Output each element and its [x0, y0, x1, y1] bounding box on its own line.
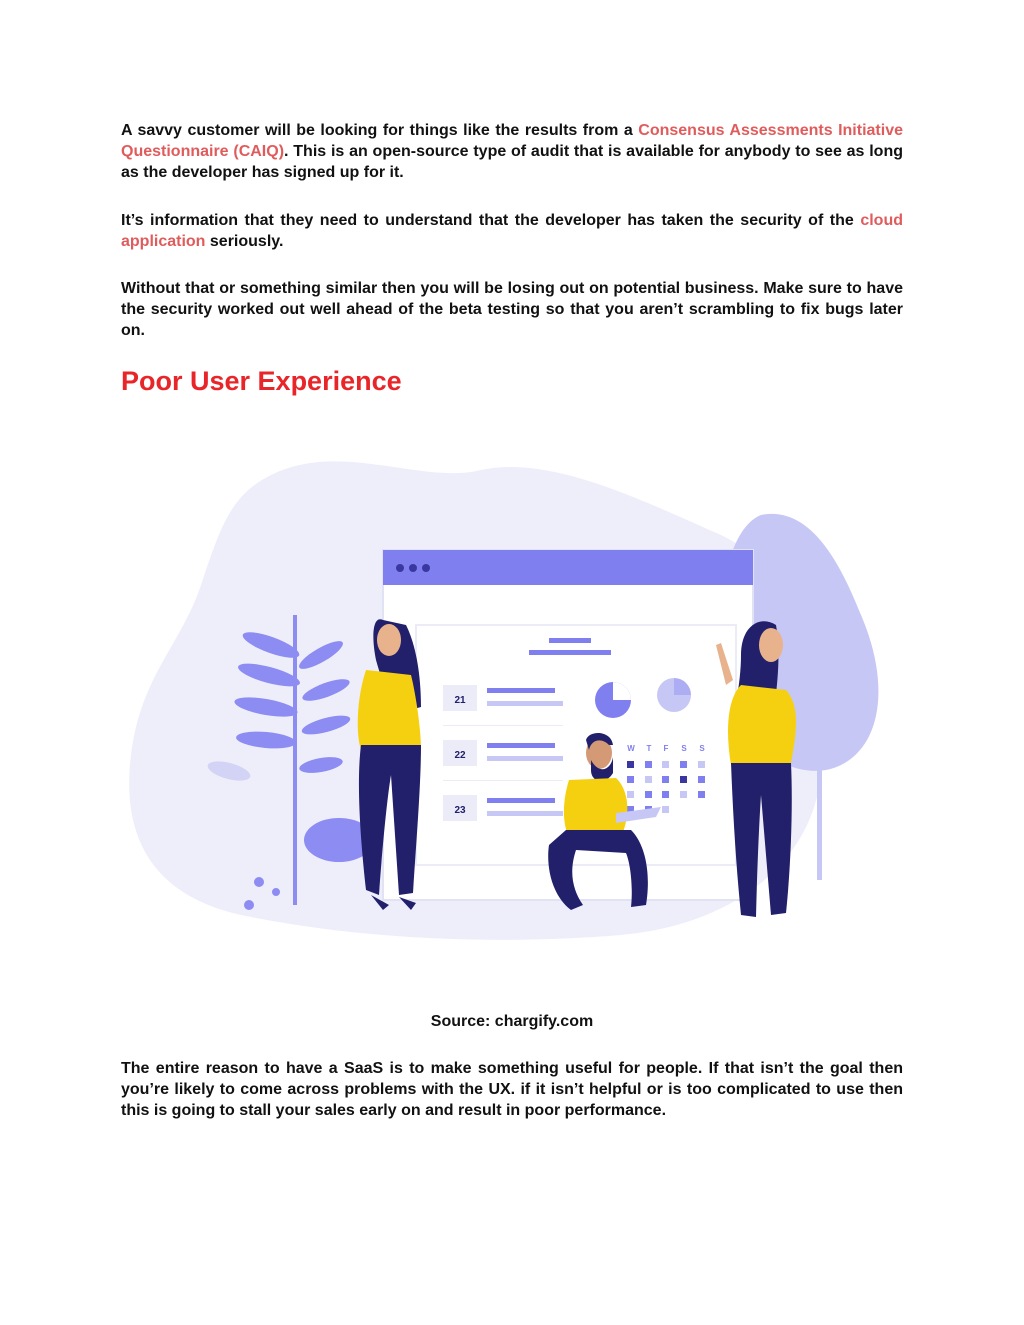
weekday-w: W — [627, 744, 635, 753]
cloud-application-link[interactable]: cloud application — [121, 212, 903, 250]
section-heading: Poor User Experience — [121, 366, 402, 396]
window-dot-2 — [409, 564, 417, 572]
ux-illustration — [121, 445, 906, 945]
paragraph-security-post: seriously. — [205, 233, 284, 250]
date-22-label: 22 — [454, 750, 466, 761]
weekday-f: F — [663, 744, 669, 753]
window-dot-3 — [422, 564, 430, 572]
weekday-t: T — [646, 744, 652, 753]
paragraph-caiq-post: . This is an open-source type of audit that is available for anybody to see as long as the developer has signed up for it. — [121, 143, 903, 181]
paragraph-saas: The entire reason to have a SaaS is to make something useful for people. If that isn’t the goal then you’re likely to come across problems with the UX. if it isn’t helpful or is too complicated to use then this is going to stall your sales early on and result in poor performance. — [121, 1060, 903, 1119]
paragraph-caiq-pre: A savvy customer will be looking for things like the results from a — [121, 122, 639, 139]
caiq-link[interactable]: Consensus Assessments Initiative Questionnaire (CAIQ) — [121, 122, 903, 160]
date-21-label: 21 — [454, 695, 466, 706]
paragraph-security — [121, 210, 903, 252]
image-caption: Source: chargify.com — [430, 1013, 594, 1030]
date-23-label: 23 — [454, 805, 466, 816]
paragraph-caiq — [121, 120, 903, 183]
window-dot-1 — [396, 564, 404, 572]
paragraph-security-pre: It’s information that they need to understand that the developer has taken the security of the — [121, 212, 861, 229]
paragraph-business: Without that or something similar then you will be losing out on potential business. Make sure to have the security worked out well ahead of the beta testing so that you aren’t scrambling to fix bugs later on. — [121, 280, 903, 339]
weekday-s1: S — [681, 744, 687, 753]
weekday-s2: S — [699, 744, 705, 753]
